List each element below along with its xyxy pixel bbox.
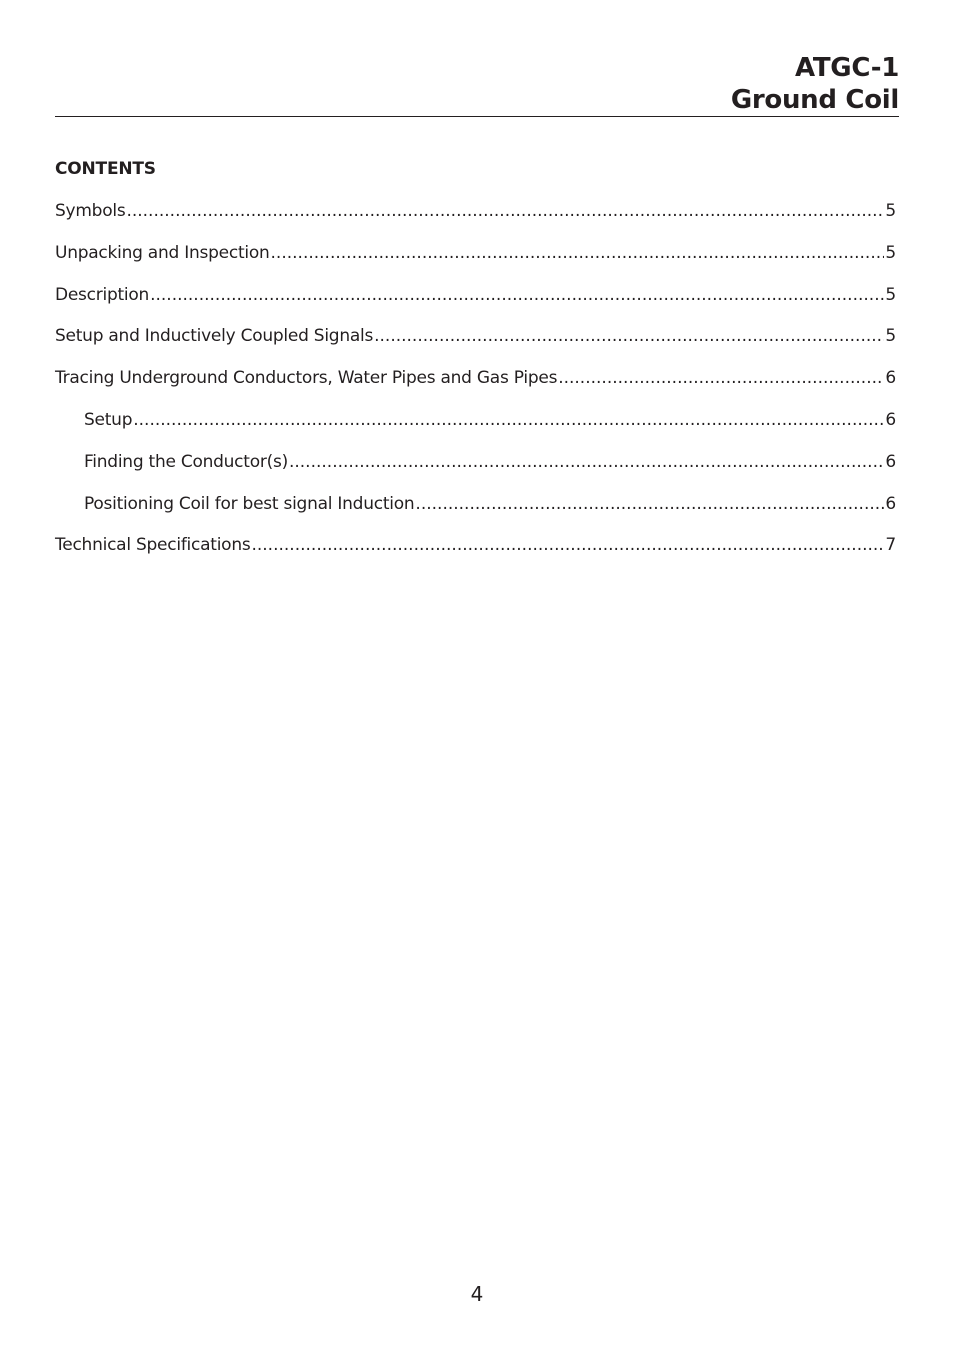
toc-entry-title: Setup [84,409,133,430]
toc-entry-unpacking[interactable] [55,242,896,284]
toc-entry-title: Technical Specifications [55,535,251,556]
dot-leader [289,451,884,473]
toc-entry-setup-signals[interactable] [55,325,896,367]
dot-leader [558,367,884,389]
toc-entry-title: Positioning Coil for best signal Induction [84,493,415,514]
header-divider [55,116,899,117]
toc-entry-title: Description [55,284,150,305]
toc-entry-title: Finding the Conductor(s) [84,451,288,472]
dot-leader [126,200,884,222]
toc-entry-page: 5 [885,242,896,263]
document-header [55,52,899,116]
toc-entry-page: 5 [885,284,896,305]
contents-heading: CONTENTS [55,159,156,179]
toc-entry-setup[interactable] [55,409,896,451]
model-title: ATGC-1 [795,53,899,83]
dot-leader [251,534,884,556]
toc-entry-symbols[interactable] [55,200,896,242]
toc-entry-tracing[interactable] [55,367,896,409]
dot-leader [374,325,884,347]
toc-entry-title: Setup and Inductively Coupled Signals [55,326,374,347]
product-title: Ground Coil [730,85,899,115]
toc-entry-page: 7 [885,535,896,556]
dot-leader [150,284,884,306]
toc-entry-page: 5 [885,326,896,347]
page-number: 4 [470,1282,484,1306]
toc-entry-finding-conductor[interactable] [55,451,896,493]
toc-entry-page: 6 [885,368,896,389]
toc-entry-description[interactable] [55,284,896,326]
dot-leader [271,242,885,264]
toc-entry-page: 6 [885,451,896,472]
dot-leader [133,409,884,431]
toc-entry-page: 6 [885,493,896,514]
toc-entry-title: Tracing Underground Conductors, Water Pipes and Gas Pipes [55,368,558,389]
toc-entry-title: Unpacking and Inspection [55,242,270,263]
toc-entry-title: Symbols [55,201,126,221]
dot-leader [415,493,884,515]
toc-entry-technical-specifications[interactable] [55,534,896,576]
toc-entry-page: 5 [885,201,896,221]
toc-entry-positioning-coil[interactable] [55,493,896,535]
toc-entry-page: 6 [885,409,896,430]
table-of-contents [55,200,896,576]
